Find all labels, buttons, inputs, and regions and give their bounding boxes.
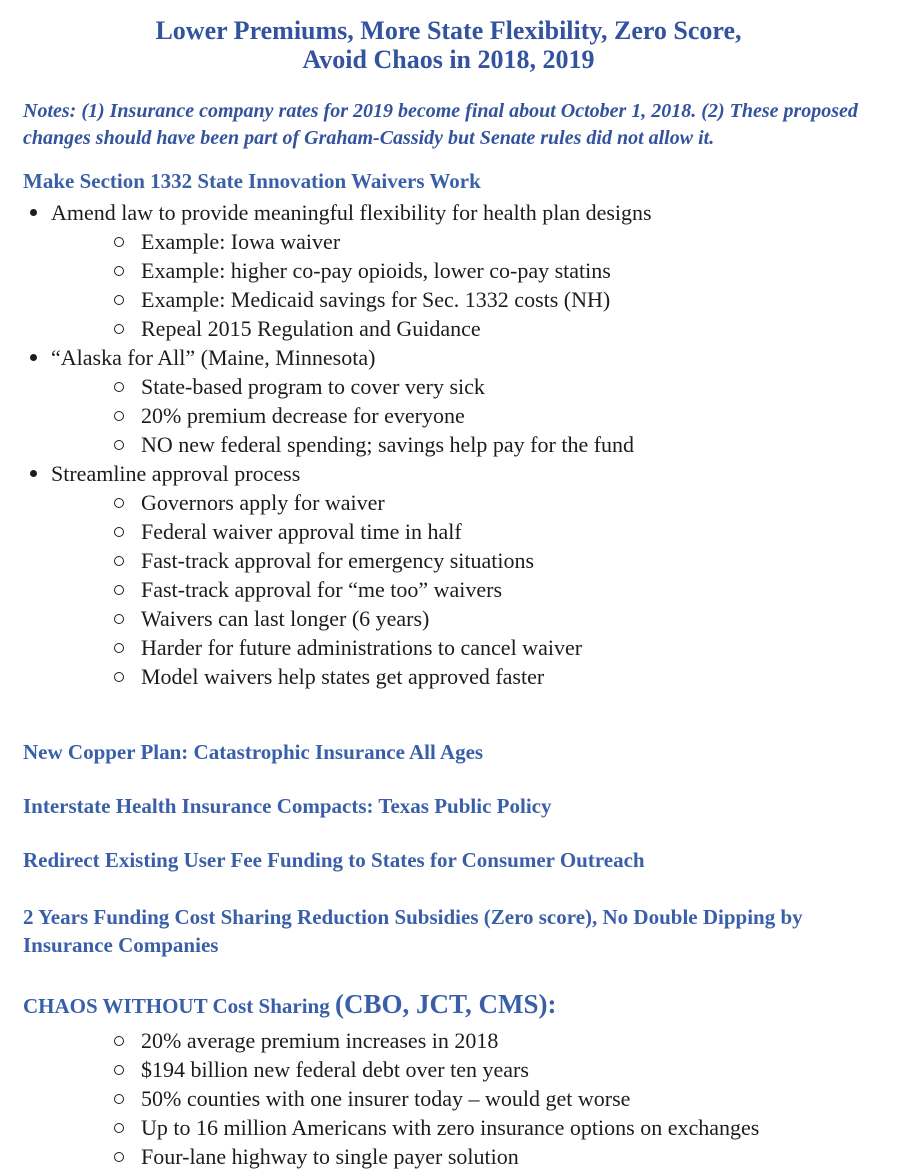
list-item (23, 198, 874, 227)
waivers-bullet-list (23, 198, 874, 691)
list-item (23, 459, 874, 488)
list-item (23, 285, 874, 314)
list-item (23, 546, 874, 575)
list-item (23, 314, 874, 343)
page-title-line-1: Lower Premiums, More State Flexibility, Zero Score, (155, 16, 742, 45)
list-item (23, 430, 874, 459)
list-item-text: Example: higher co-pay opioids, lower co-pay statins (141, 258, 611, 283)
list-item (23, 662, 874, 691)
list-item-text: 50% counties with one insurer today – would get worse (141, 1086, 631, 1111)
chaos-heading-prefix: CHAOS WITHOUT Cost Sharing (23, 994, 335, 1018)
list-item (23, 575, 874, 604)
bullet-dot-icon (30, 470, 37, 477)
bullet-dot-icon (30, 354, 37, 361)
list-item-text: Example: Medicaid savings for Sec. 1332 costs (NH) (141, 287, 611, 312)
list-item-text: Amend law to provide meaningful flexibility for health plan designs (51, 200, 652, 225)
list-item (23, 1084, 874, 1113)
page-title-line-2: Avoid Chaos in 2018, 2019 (302, 45, 595, 74)
circle-bullet-icon (114, 1152, 124, 1162)
section-heading-csr-funding (23, 903, 874, 959)
list-item-text: 20% average premium increases in 2018 (141, 1028, 499, 1053)
csr-heading-line-2: Insurance Companies (23, 933, 219, 957)
circle-bullet-icon (114, 672, 124, 682)
list-item-text: Federal waiver approval time in half (141, 519, 462, 544)
chaos-bullet-list (23, 1026, 874, 1171)
circle-bullet-icon (114, 556, 124, 566)
section-heading-chaos (23, 989, 874, 1021)
list-item-text: Model waivers help states get approved faster (141, 664, 545, 689)
list-item-text: State-based program to cover very sick (141, 374, 485, 399)
list-item-text: Fast-track approval for “me too” waivers (141, 577, 503, 602)
list-item-text: NO new federal spending; savings help pay for the fund (141, 432, 635, 457)
circle-bullet-icon (114, 266, 124, 276)
list-item-text: Up to 16 million Americans with zero insurance options on exchanges (141, 1115, 760, 1140)
list-item (23, 227, 874, 256)
list-item (23, 1026, 874, 1055)
list-item-text: “Alaska for All” (Maine, Minnesota) (51, 345, 376, 370)
circle-bullet-icon (114, 440, 124, 450)
circle-bullet-icon (114, 643, 124, 653)
list-item (23, 1055, 874, 1084)
circle-bullet-icon (114, 237, 124, 247)
list-item-text: Fast-track approval for emergency situations (141, 548, 535, 573)
list-item (23, 633, 874, 662)
circle-bullet-icon (114, 411, 124, 421)
page-title (23, 16, 874, 74)
list-item (23, 401, 874, 430)
bullet-dot-icon (30, 209, 37, 216)
list-item-text: Waivers can last longer (6 years) (141, 606, 430, 631)
list-item-text: Governors apply for waiver (141, 490, 385, 515)
list-item (23, 1142, 874, 1171)
chaos-heading-agencies: (CBO, JCT, CMS): (334, 989, 557, 1019)
list-item (23, 256, 874, 285)
list-item (23, 517, 874, 546)
circle-bullet-icon (114, 614, 124, 624)
list-item-text: 20% premium decrease for everyone (141, 403, 465, 428)
list-item-text: Example: Iowa waiver (141, 229, 341, 254)
list-item-text: Harder for future administrations to cancel waiver (141, 635, 583, 660)
section-heading-1332-waivers: Make Section 1332 State Innovation Waivers Work (23, 169, 481, 193)
list-item-text: Four-lane highway to single payer solution (141, 1144, 519, 1169)
list-item (23, 488, 874, 517)
circle-bullet-icon (114, 324, 124, 334)
notes-paragraph: Notes: (1) Insurance company rates for 2019 become final about October 1, 2018. (2) These proposed changes should have been part of Graham-Cassidy but Senate rules did not allow it. (23, 100, 858, 149)
circle-bullet-icon (114, 295, 124, 305)
circle-bullet-icon (114, 1094, 124, 1104)
circle-bullet-icon (114, 382, 124, 392)
list-item (23, 372, 874, 401)
csr-heading-line-1: 2 Years Funding Cost Sharing Reduction Subsidies (Zero score), No Double Dipping by (23, 905, 803, 929)
section-heading-interstate-compacts: Interstate Health Insurance Compacts: Texas Public Policy (23, 794, 552, 818)
section-heading-copper-plan: New Copper Plan: Catastrophic Insurance All Ages (23, 740, 484, 764)
circle-bullet-icon (114, 527, 124, 537)
list-item-text: Repeal 2015 Regulation and Guidance (141, 316, 481, 341)
list-item-text: $194 billion new federal debt over ten years (141, 1057, 529, 1082)
list-item-text: Streamline approval process (51, 461, 301, 486)
circle-bullet-icon (114, 1065, 124, 1075)
list-item (23, 343, 874, 372)
list-item (23, 1113, 874, 1142)
circle-bullet-icon (114, 1123, 124, 1133)
circle-bullet-icon (114, 585, 124, 595)
circle-bullet-icon (114, 498, 124, 508)
section-heading-user-fee-redirect: Redirect Existing User Fee Funding to States for Consumer Outreach (23, 848, 645, 872)
circle-bullet-icon (114, 1036, 124, 1046)
list-item (23, 604, 874, 633)
